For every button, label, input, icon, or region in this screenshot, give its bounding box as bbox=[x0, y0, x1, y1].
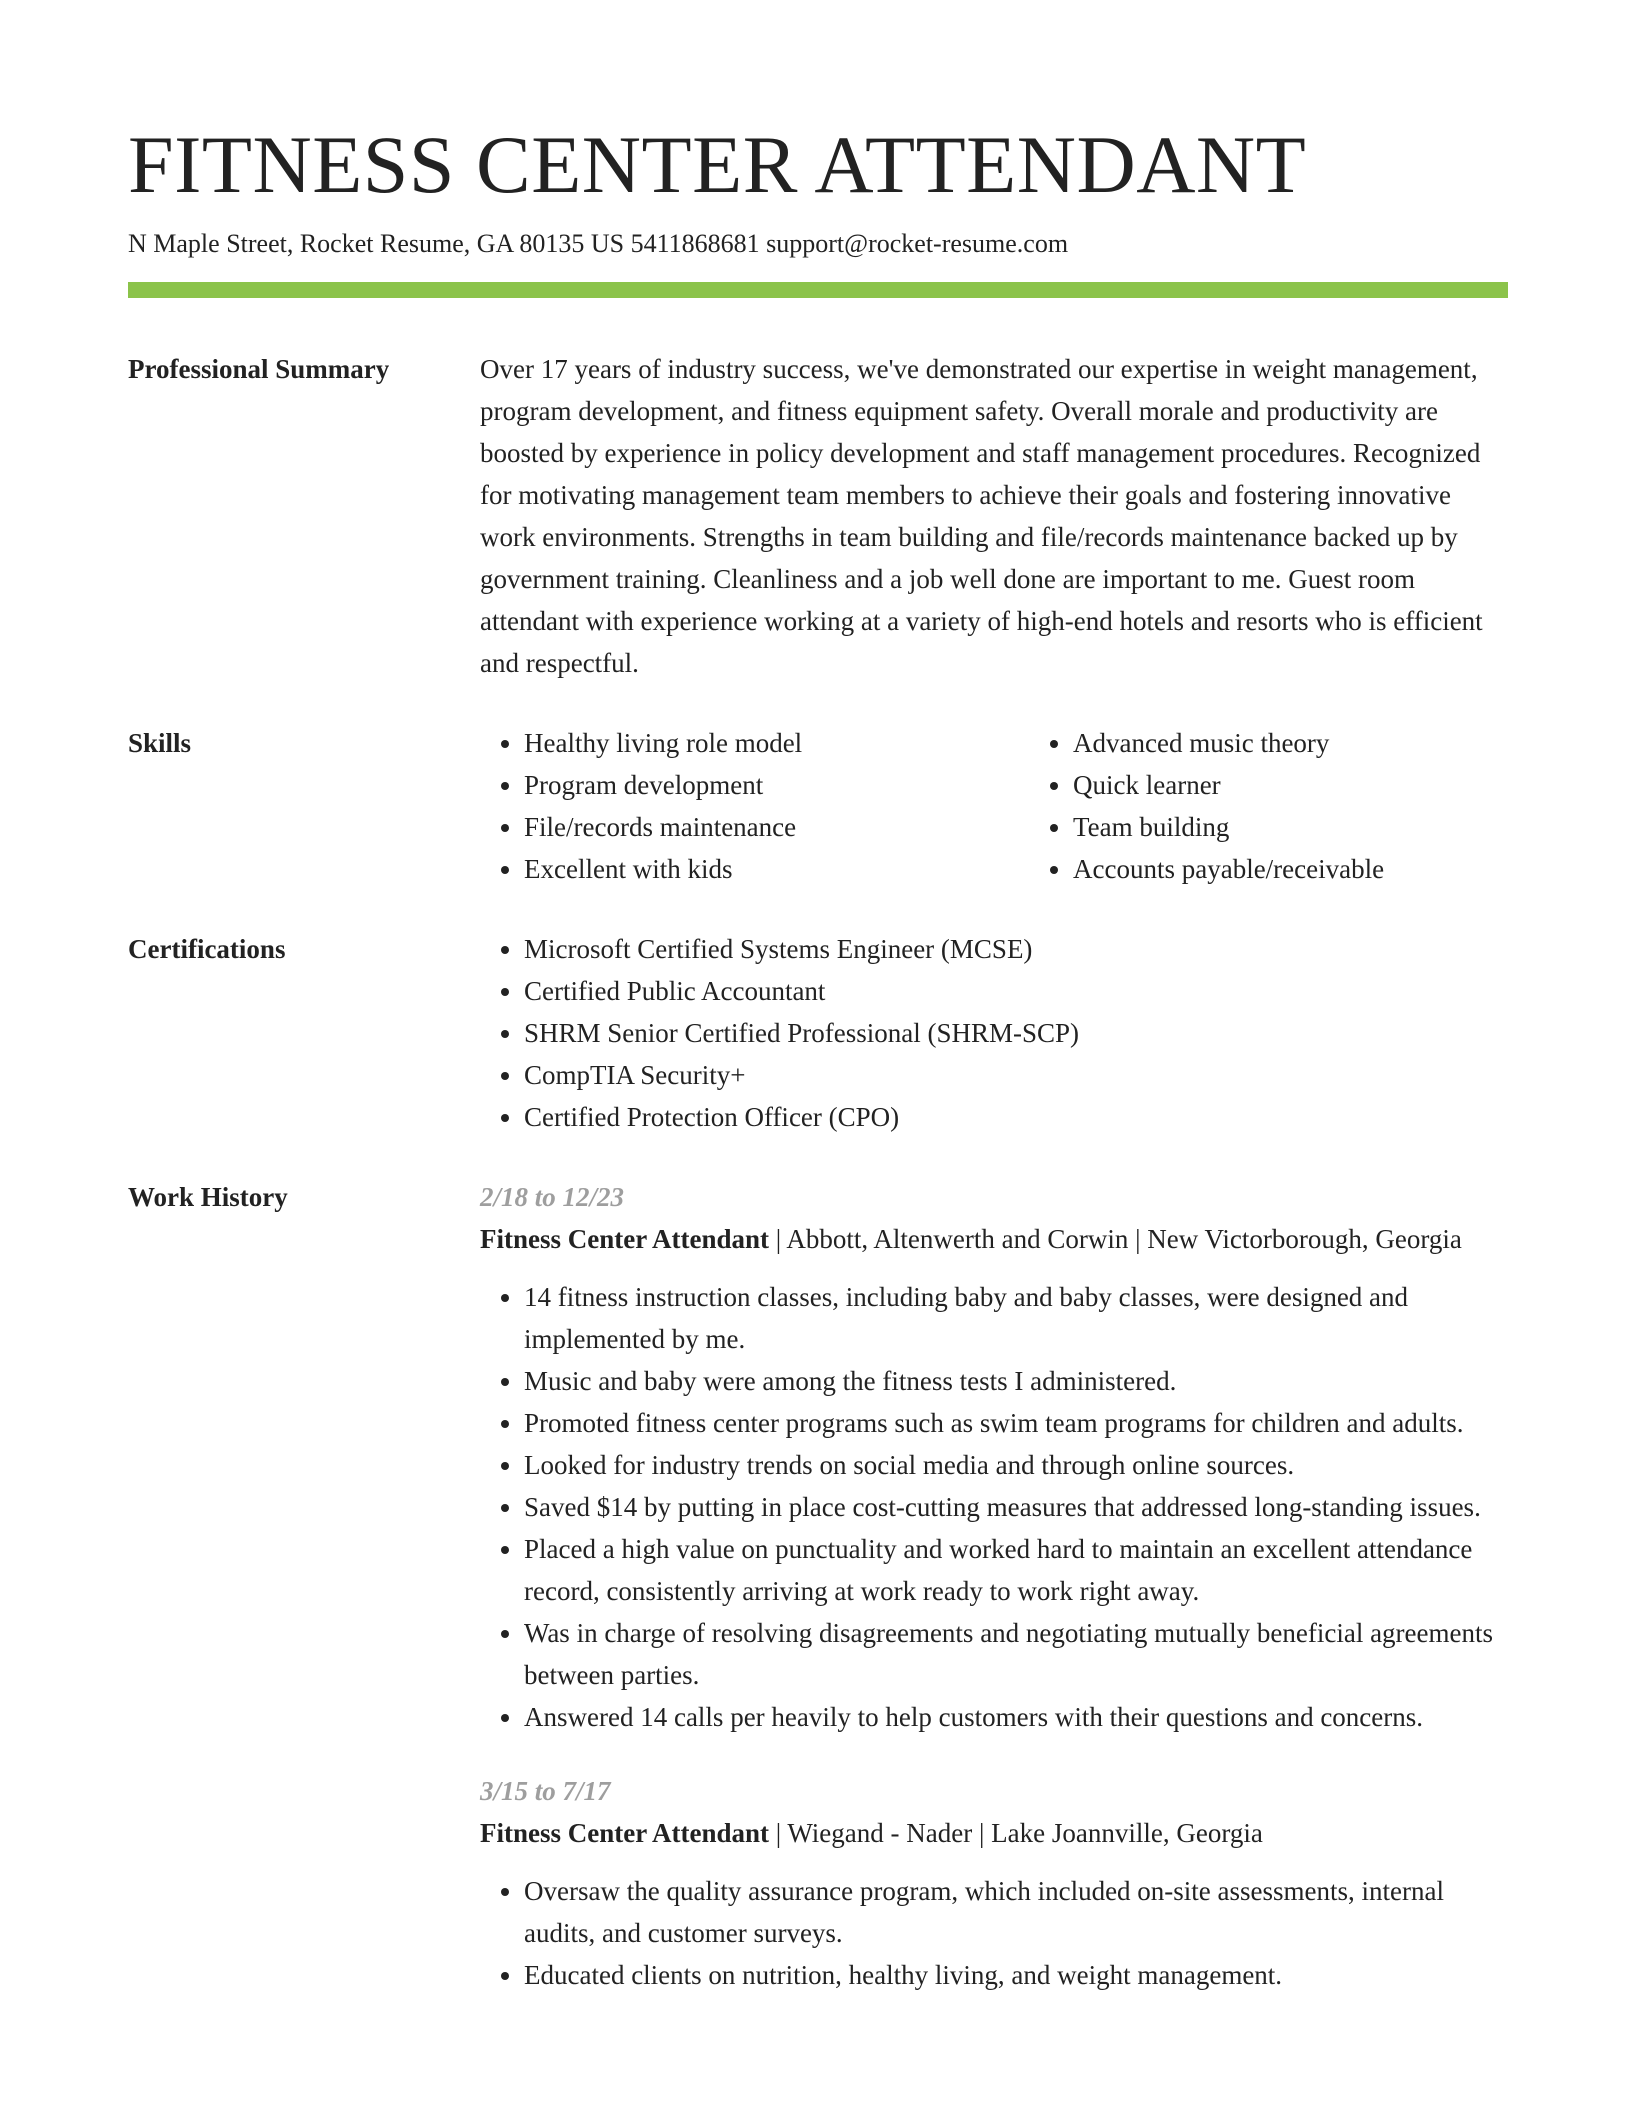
contact-address: N Maple Street, Rocket Resume, GA 80135 US bbox=[128, 229, 625, 259]
certifications-list bbox=[480, 928, 1508, 1138]
job-dates: 3/15 to 7/17 bbox=[480, 1776, 611, 1807]
skill-item: • File/records maintenance bbox=[524, 806, 1029, 848]
job-heading bbox=[480, 1812, 1508, 1854]
job-bullet: • 14 fitness instruction classes, including baby and baby classes, were designed and implemented by me. bbox=[524, 1276, 1508, 1360]
job-location: | New Victorborough, Georgia bbox=[1128, 1224, 1461, 1254]
skill-item: • Excellent with kids bbox=[524, 848, 1029, 890]
certification-item: • SHRM Senior Certified Professional (SHRM-SCP) bbox=[524, 1012, 1508, 1054]
skills-label: Skills bbox=[128, 728, 192, 759]
job-bullet: • Saved $14 by putting in place cost-cutting measures that addressed long-standing issues. bbox=[524, 1486, 1508, 1528]
job-entry bbox=[480, 1176, 1508, 1738]
summary-label: Professional Summary bbox=[128, 354, 390, 385]
certification-item: • Certified Public Accountant bbox=[524, 970, 1508, 1012]
job-heading bbox=[480, 1218, 1508, 1260]
job-bullet-list bbox=[480, 1276, 1508, 1738]
skills-section bbox=[128, 722, 1508, 890]
job-company: | Wiegand - Nader bbox=[769, 1818, 972, 1848]
job-company: | Abbott, Altenwerth and Corwin bbox=[769, 1224, 1128, 1254]
skill-item: • Advanced music theory bbox=[1073, 722, 1578, 764]
contact-phone: 5411868681 bbox=[630, 229, 760, 259]
job-bullet: • Oversaw the quality assurance program, which included on-site assessments, internal audits, and customer surveys. bbox=[524, 1870, 1508, 1954]
job-bullet: • Placed a high value on punctuality and worked hard to maintain an excellent attendance record, consistently arriving at work ready to work right away. bbox=[524, 1528, 1508, 1612]
contact-email: support@rocket-resume.com bbox=[766, 229, 1069, 259]
job-bullet-list bbox=[480, 1870, 1508, 1996]
job-bullet: • Was in charge of resolving disagreements and negotiating mutually beneficial agreements between parties. bbox=[524, 1612, 1508, 1696]
resume-title: FITNESS CENTER ATTENDANT bbox=[128, 119, 1307, 210]
skill-item: • Accounts payable/receivable bbox=[1073, 848, 1578, 890]
job-bullet: • Music and baby were among the fitness tests I administered. bbox=[524, 1360, 1508, 1402]
job-title: Fitness Center Attendant bbox=[480, 1224, 769, 1255]
certification-item: • Certified Protection Officer (CPO) bbox=[524, 1096, 1508, 1138]
job-dates: 2/18 to 12/23 bbox=[480, 1182, 625, 1213]
skills-list-right bbox=[1029, 722, 1578, 890]
certifications-label: Certifications bbox=[128, 934, 286, 965]
skills-list-left bbox=[480, 722, 1029, 890]
job-bullet: • Answered 14 calls per heavily to help customers with their questions and concerns. bbox=[524, 1696, 1508, 1738]
work-history-section bbox=[128, 1176, 1508, 1996]
job-bullet: • Educated clients on nutrition, healthy living, and weight management. bbox=[524, 1954, 1508, 1996]
skill-item: • Healthy living role model bbox=[524, 722, 1029, 764]
contact-line bbox=[128, 226, 1508, 262]
job-entry bbox=[480, 1770, 1508, 1996]
header-divider bbox=[128, 282, 1508, 298]
work-history-label: Work History bbox=[128, 1182, 288, 1213]
summary-text: Over 17 years of industry success, we've demonstrated our expertise in weight management, program development, and fitness equipment safety. Overall morale and productivity are boosted by experience in policy development and staff management procedures. Recognized for motivating management team members to achieve their goals and fostering innovative work environments. Strengths in team building and file/records maintenance backed up by government training. Cleanliness and a job well done are important to me. Guest room attendant with experience working at a variety of high-end hotels and resorts who is efficient and respectful. bbox=[480, 354, 1483, 679]
skill-item: • Program development bbox=[524, 764, 1029, 806]
job-bullet: • Promoted fitness center programs such as swim team programs for children and adults. bbox=[524, 1402, 1508, 1444]
job-location: | Lake Joannville, Georgia bbox=[972, 1818, 1263, 1848]
job-bullet: • Looked for industry trends on social media and through online sources. bbox=[524, 1444, 1508, 1486]
certification-item: • CompTIA Security+ bbox=[524, 1054, 1508, 1096]
summary-section bbox=[128, 348, 1508, 684]
certification-item: • Microsoft Certified Systems Engineer (MCSE) bbox=[524, 928, 1508, 970]
resume-page bbox=[128, 120, 1508, 1996]
certifications-section bbox=[128, 928, 1508, 1138]
job-title: Fitness Center Attendant bbox=[480, 1818, 769, 1849]
skill-item: • Quick learner bbox=[1073, 764, 1578, 806]
skill-item: • Team building bbox=[1073, 806, 1578, 848]
